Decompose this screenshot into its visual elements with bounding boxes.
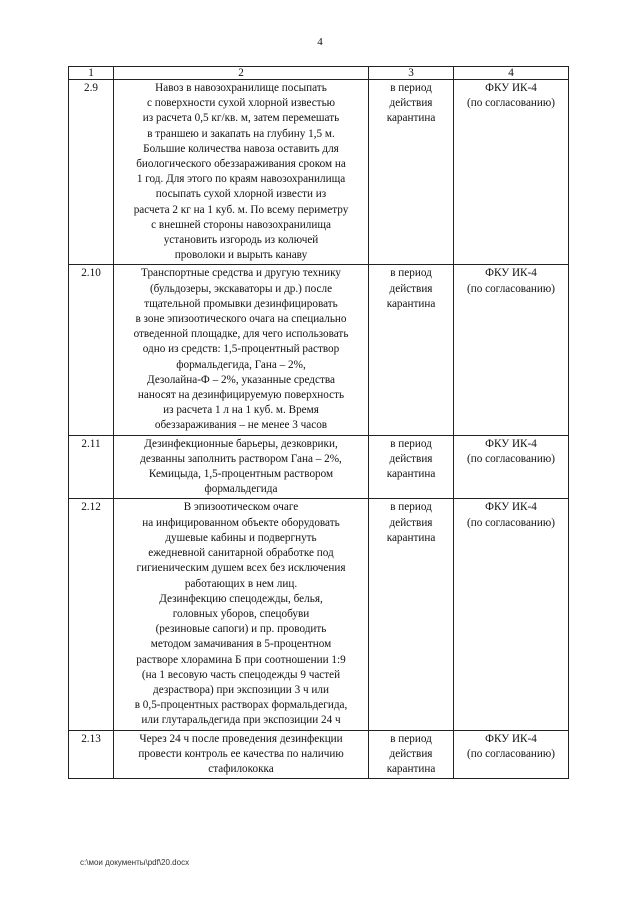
period-cell bbox=[369, 435, 454, 499]
item-number: 2.9 bbox=[69, 80, 114, 265]
description-line: дезванны заполнить раствором Гана – 2%, bbox=[140, 452, 342, 465]
header-cell-1: 1 bbox=[69, 67, 114, 80]
period-line: карантина bbox=[386, 531, 436, 544]
table-body bbox=[69, 80, 569, 779]
description-line: из расчета 1 л на 1 куб. м. Время bbox=[163, 404, 319, 417]
period-line: карантина bbox=[386, 762, 436, 775]
responsible-line: ФКУ ИК-4 bbox=[485, 501, 537, 514]
responsible-line: (по согласованию) bbox=[467, 97, 555, 110]
table-row bbox=[69, 730, 569, 779]
page-number: 4 bbox=[317, 36, 323, 48]
description-line: Дезолайна-Ф – 2%, указанные средства bbox=[147, 373, 335, 386]
item-number: 2.11 bbox=[69, 435, 114, 499]
description-line: работающих в нем лиц. bbox=[184, 577, 298, 590]
header-cell-4: 4 bbox=[454, 67, 569, 80]
description-line: душевые кабины и подвергнуть bbox=[165, 531, 317, 544]
period-line: карантина bbox=[386, 468, 436, 481]
period-line: карантина bbox=[386, 112, 436, 125]
description-line: Транспортные средства и другую технику bbox=[141, 267, 341, 280]
period-line: в период bbox=[390, 437, 432, 450]
responsible-cell bbox=[454, 265, 569, 435]
description-line: Кемицыда, 1,5-процентным раствором bbox=[148, 468, 334, 481]
description-line: провести контроль ее качества по наличию bbox=[138, 747, 344, 760]
description-line: проволоки и вырыть канаву bbox=[174, 249, 308, 262]
period-cell bbox=[369, 499, 454, 730]
description-line: наносят на дезинфицируемую поверхность bbox=[137, 389, 345, 402]
responsible-line: (по согласованию) bbox=[467, 747, 555, 760]
description-line: или глутаральдегида при экспозиции 24 ч bbox=[141, 714, 341, 727]
measure-description bbox=[114, 80, 369, 265]
description-line: в 0,5-процентных растворах формальдегида, bbox=[134, 699, 348, 712]
description-line: формальдегида, Гана – 2%, bbox=[176, 358, 306, 371]
description-line: тщательной промывки дезинфицировать bbox=[144, 297, 338, 310]
period-cell bbox=[369, 265, 454, 435]
description-line: биологического обеззараживания сроком на bbox=[136, 158, 346, 171]
responsible-line: (по согласованию) bbox=[467, 282, 555, 295]
responsible-line: ФКУ ИК-4 bbox=[485, 732, 537, 745]
header-cell-3: 3 bbox=[369, 67, 454, 80]
responsible-line: ФКУ ИК-4 bbox=[485, 82, 537, 94]
period-line: действия bbox=[389, 452, 433, 465]
description-line: одно из средств: 1,5-процентный раствор bbox=[142, 343, 340, 356]
period-line: в период bbox=[390, 267, 432, 280]
period-line: карантина bbox=[386, 297, 436, 310]
description-line: (на 1 весовую часть спецодежды 9 частей bbox=[141, 668, 341, 681]
description-line: Дезинфекционные барьеры, дезковрики, bbox=[144, 437, 338, 450]
measures-table bbox=[68, 66, 569, 779]
description-line: дезраствора) при экспозиции 3 ч или bbox=[153, 683, 329, 696]
period-line: в период bbox=[390, 501, 432, 514]
table-header-row bbox=[69, 67, 569, 80]
description-line: в зоне эпизоотического очага на специально bbox=[135, 313, 347, 326]
description-line: с внешней стороны навозохранилища bbox=[151, 218, 331, 231]
description-line: Навоз в навозохранилище посыпать bbox=[155, 82, 327, 94]
description-line: методом замачивания в 5-процентном bbox=[150, 638, 332, 651]
description-line: (бульдозеры, экскаваторы и др.) после bbox=[149, 282, 333, 295]
description-line: Через 24 ч после проведения дезинфекции bbox=[139, 732, 343, 745]
measure-description bbox=[114, 265, 369, 435]
description-line: гигиеническим душем всех без исключения bbox=[136, 562, 346, 575]
measure-description bbox=[114, 435, 369, 499]
description-line: отведенной площадке, для чего использовать bbox=[133, 328, 349, 341]
item-number: 2.13 bbox=[69, 730, 114, 779]
responsible-line: ФКУ ИК-4 bbox=[485, 267, 537, 280]
header-cell-2: 2 bbox=[114, 67, 369, 80]
measure-description bbox=[114, 730, 369, 779]
responsible-cell bbox=[454, 730, 569, 779]
table-row bbox=[69, 499, 569, 730]
period-line: действия bbox=[389, 282, 433, 295]
period-cell bbox=[369, 80, 454, 265]
description-line: стафилококка bbox=[208, 762, 274, 775]
responsible-line: (по согласованию) bbox=[467, 516, 555, 529]
description-line: в траншею и закапать на глубину 1,5 м. bbox=[147, 127, 335, 140]
period-line: действия bbox=[389, 516, 433, 529]
responsible-line: ФКУ ИК-4 bbox=[485, 437, 537, 450]
description-line: ежедневной санитарной обработке под bbox=[148, 547, 334, 560]
description-line: растворе хлорамина Б при соотношении 1:9 bbox=[136, 653, 346, 666]
description-line: головных уборов, спецобуви bbox=[172, 607, 310, 620]
description-line: обеззараживания – не менее 3 часов bbox=[154, 419, 328, 432]
period-line: действия bbox=[389, 747, 433, 760]
period-line: в период bbox=[390, 82, 432, 94]
description-line: посыпать сухой хлорной извести из bbox=[155, 188, 327, 201]
file-path-footer: c:\мои документы\pdf\20.docx bbox=[80, 858, 190, 867]
measure-description bbox=[114, 499, 369, 730]
description-line: расчета 2 кг на 1 куб. м. По всему периметру bbox=[133, 203, 349, 216]
item-number: 2.12 bbox=[69, 499, 114, 730]
description-line: Большие количества навоза оставить для bbox=[143, 142, 339, 155]
description-line: формальдегида bbox=[204, 483, 278, 496]
responsible-cell bbox=[454, 80, 569, 265]
table-row bbox=[69, 435, 569, 499]
period-line: в период bbox=[390, 732, 432, 745]
description-line: установить изгородь из колючей bbox=[163, 234, 319, 247]
period-cell bbox=[369, 730, 454, 779]
responsible-cell bbox=[454, 499, 569, 730]
description-line: с поверхности сухой хлорной известью bbox=[146, 97, 336, 110]
item-number: 2.10 bbox=[69, 265, 114, 435]
responsible-line: (по согласованию) bbox=[467, 452, 555, 465]
description-line: (резиновые сапоги) и пр. проводить bbox=[155, 623, 327, 636]
description-line: В эпизоотическом очаге bbox=[183, 501, 299, 514]
responsible-cell bbox=[454, 435, 569, 499]
table-row bbox=[69, 80, 569, 265]
table-row bbox=[69, 265, 569, 435]
description-line: Дезинфекцию спецодежды, белья, bbox=[159, 592, 323, 605]
description-line: из расчета 0,5 кг/кв. м, затем перемешать bbox=[142, 112, 340, 125]
description-line: на инфицированном объекте оборудовать bbox=[142, 516, 340, 529]
period-line: действия bbox=[389, 97, 433, 110]
description-line: 1 год. Для этого по краям навозохранилища bbox=[136, 173, 346, 186]
